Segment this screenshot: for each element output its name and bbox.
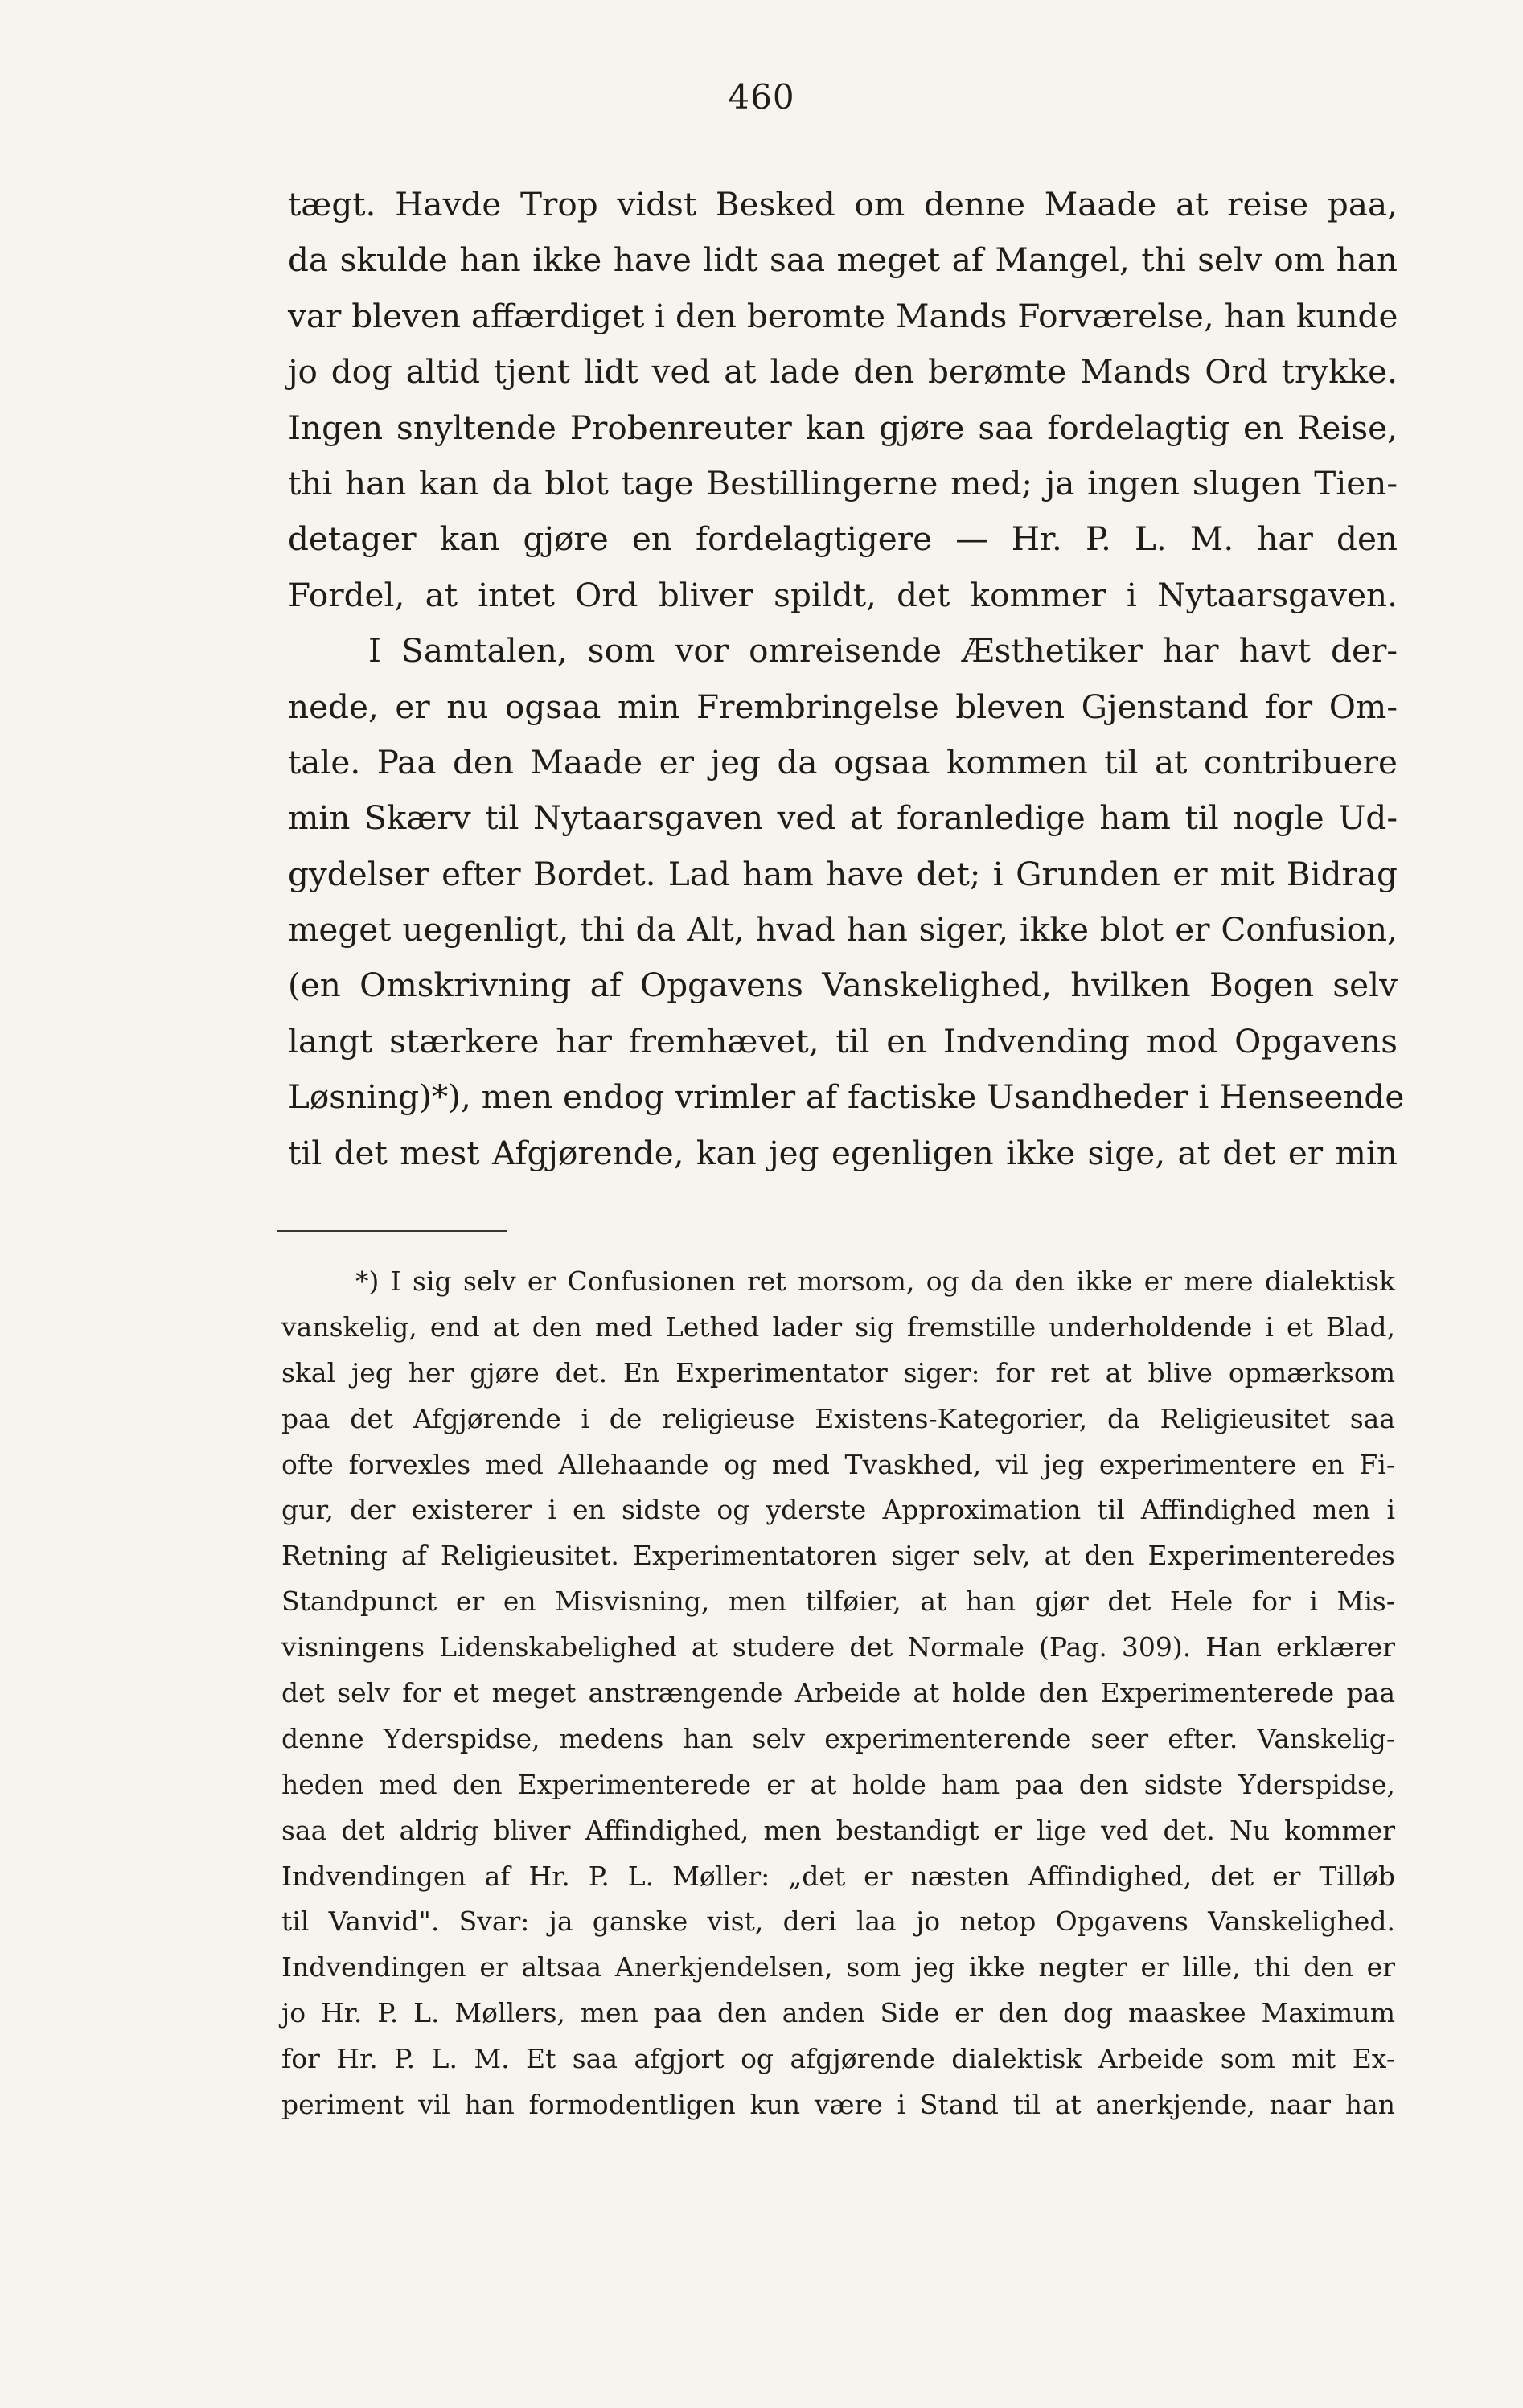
body-line: til det mest Afgjørende, kan jeg egenligen ikke sige, at det er min [288, 1133, 1398, 1172]
body-text [288, 177, 1405, 1181]
body-line: Fordel, at intet Ord bliver spildt, det kommer i Nytaarsgaven. [288, 575, 1398, 614]
body-line: meget uegenligt, thi da Alt, hvad han siger, ikke blot er Confusion, [288, 910, 1398, 950]
footnote-divider [277, 1230, 507, 1232]
footnote-line: til Vanvid". Svar: ja ganske vist, deri laa jo netop Opgavens Vanskelighed. [281, 1905, 1395, 1938]
body-line: var bleven affærdiget i den beromte Mands Forværelse, han kunde [288, 296, 1398, 335]
footnote-line: jo Hr. P. L. Møllers, men paa den anden Side er den dog maaskee Maximum [281, 1997, 1395, 2029]
body-line: langt stærkere har fremhævet, til en Indvending mod Opgavens [288, 1021, 1398, 1060]
footnote-line: saa det aldrig bliver Affindighed, men bestandigt er lige ved det. Nu kommer [281, 1814, 1395, 1846]
body-line: da skulde han ikke have lidt saa meget af Mangel, thi selv om han [288, 240, 1398, 280]
footnote-line: vanskelig, end at den med Lethed lader sig fremstille underholdende i et Blad, [281, 1311, 1395, 1343]
footnote-line: Indvendingen er altsaa Anerkjendelsen, som jeg ikke negter er lille, thi den er [281, 1951, 1395, 1983]
footnote [281, 1259, 1395, 2128]
footnote-line: Indvendingen af Hr. P. L. Møller: „det er næsten Affindighed, det er Tilløb [281, 1860, 1395, 1892]
body-line: tale. Paa den Maade er jeg da ogsaa kommen til at contribuere [288, 742, 1398, 781]
body-line: (en Omskrivning af Opgavens Vanskelighed, hvilken Bogen selv [288, 966, 1398, 1005]
body-line: tægt. Havde Trop vidst Besked om denne Maade at reise paa, [288, 185, 1398, 224]
body-line: I Samtalen, som vor omreisende Æsthetiker har havt der- [368, 631, 1398, 671]
footnote-line: skal jeg her gjøre det. En Experimentator siger: for ret at blive opmærksom [281, 1356, 1395, 1389]
body-line: Løsning)*), men endog vrimler af factiske Usandheder i Henseende [288, 1077, 1405, 1117]
footnote-line: for Hr. P. L. M. Et saa afgjort og afgjørende dialektisk Arbeide som mit Ex- [281, 2043, 1395, 2075]
footnote-line: Retning af Religieusitet. Experimentatoren siger selv, at den Experimenteredes [281, 1540, 1395, 1572]
body-line: nede, er nu ogsaa min Frembringelse bleven Gjenstand for Om- [288, 687, 1398, 726]
body-line: gydelser efter Bordet. Lad ham have det; i Grunden er mit Bidrag [288, 854, 1398, 893]
footnote-line: gur, der existerer i en sidste og yderste Approximation til Affindighed men i [281, 1494, 1395, 1526]
body-line: thi han kan da blot tage Bestillingerne med; ja ingen slugen Tien- [288, 463, 1398, 503]
body-line: Ingen snyltende Probenreuter kan gjøre saa fordelagtig en Reise, [288, 408, 1398, 447]
footnote-line: denne Yderspidse, medens han selv experimenterende seer efter. Vanskelig- [281, 1722, 1395, 1754]
footnote-line: det selv for et meget anstrængende Arbeide at holde den Experimenterede paa [281, 1677, 1395, 1709]
footnote-line: periment vil han formodentligen kun være i Stand til at anerkjende, naar han [281, 2089, 1395, 2121]
footnote-line: *) I sig selv er Confusionen ret morsom, og da den ikke er mere dialektisk [355, 1266, 1395, 1297]
body-line: min Skærv til Nytaarsgaven ved at foranledige ham til nogle Ud- [288, 798, 1398, 838]
footnote-line: paa det Afgjørende i de religieuse Existens-Kategorier, da Religieusitet saa [281, 1402, 1395, 1434]
footnote-line: visningens Lidenskabelighed at studere det Normale (Pag. 309). Han erklærer [281, 1631, 1395, 1663]
footnote-line: ofte forvexles med Allehaande og med Tvaskhed, vil jeg experimentere en Fi- [281, 1448, 1395, 1480]
page-number: 460 [728, 77, 795, 117]
footnote-line: Standpunct er en Misvisning, men tilføier, at han gjør det Hele for i Mis- [281, 1586, 1395, 1618]
body-line: detager kan gjøre en fordelagtigere — Hr. P. L. M. har den [288, 519, 1398, 559]
footnote-line: heden med den Experimenterede er at holde ham paa den sidste Yderspidse, [281, 1768, 1395, 1800]
body-line: jo dog altid tjent lidt ved at lade den berømte Mands Ord trykke. [288, 352, 1398, 392]
